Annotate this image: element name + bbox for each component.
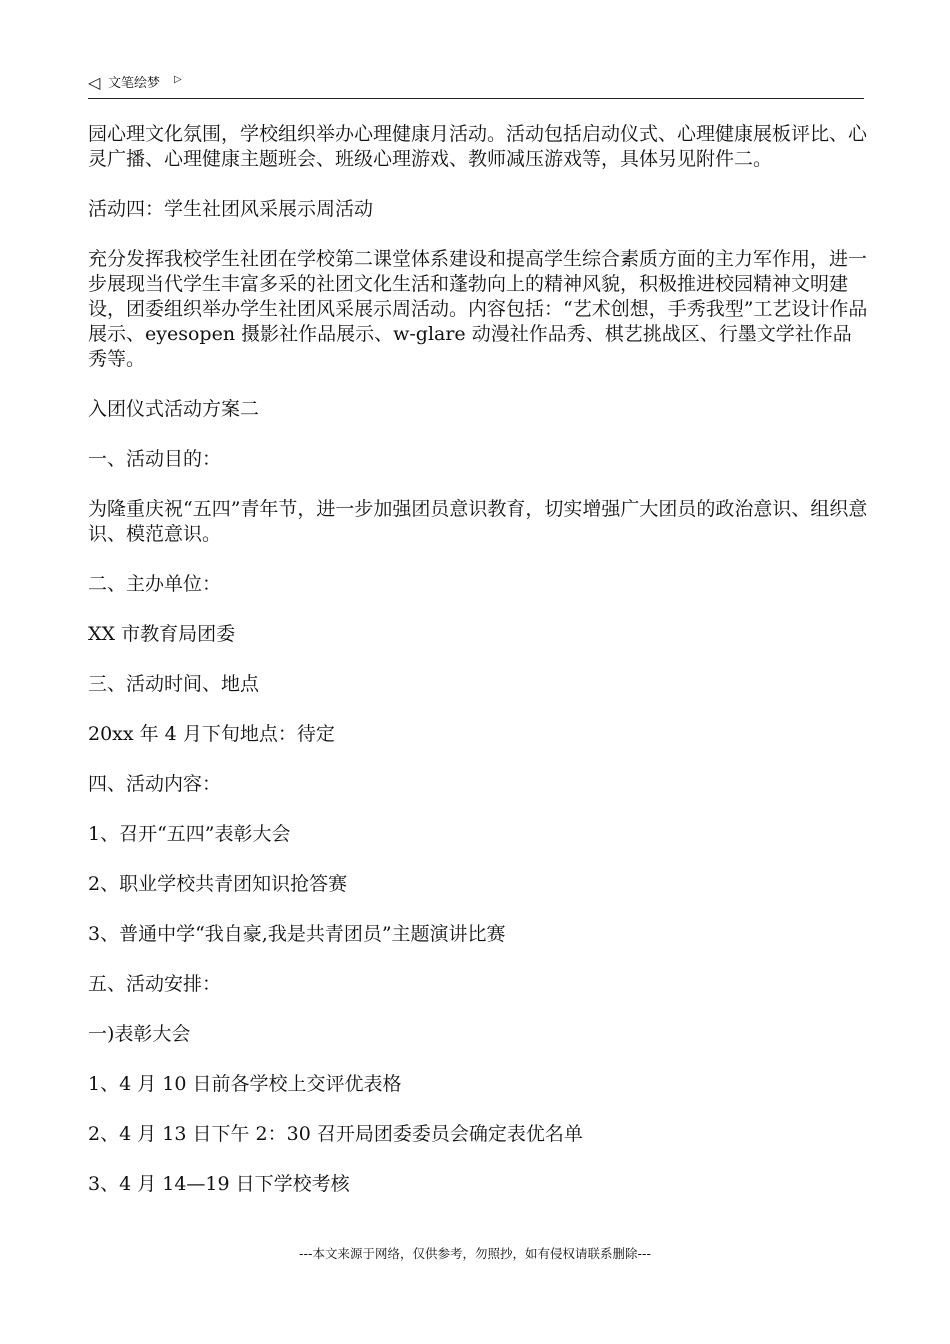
left-triangle-icon: ◁ (88, 73, 101, 92)
list-item-content-1: 1、召开“五四”表彰大会 (88, 823, 291, 845)
right-triangle-icon: ▷ (174, 74, 182, 85)
paragraph-activity-four: 充分发挥我校学生社团在学校第二课堂体系建设和提高学生综合素质方面的主力军作用，进一步展现当代学生丰富多采的社团文化生活和蓬勃向上的精神风貌，积极推进校园精神文明建设，团委组织举办学生社团风采展示周活动。内容包括：“艺术创想，手秀我型”工艺设计作品展示、eyesopen 摄影社作品展示、w-glare 动漫社作品秀、棋艺挑战区、行墨文学社作品秀等。 (88, 248, 868, 370)
heading-activity-four: 活动四：学生社团风采展示周活动 (88, 198, 374, 220)
paragraph-time-place: 20xx 年 4 月下旬地点：待定 (88, 723, 335, 745)
paragraph-purpose: 为隆重庆祝“五四”青年节，进一步加强团员意识教育，切实增强广大团员的政治意识、组织意识、模范意识。 (88, 498, 868, 545)
page-header (88, 72, 864, 99)
list-item-arrangement-2: 2、4 月 13 日下午 2：30 召开局团委委员会确定表优名单 (88, 1123, 583, 1145)
heading-organizer: 二、主办单位： (88, 573, 222, 595)
list-item-content-2: 2、职业学校共青团知识抢答赛 (88, 873, 348, 895)
heading-arrangement: 五、活动安排： (88, 973, 222, 995)
heading-plan-two: 入团仪式活动方案二 (88, 398, 260, 420)
paragraph-1: 园心理文化氛围，学校组织举办心理健康月活动。活动包括启动仪式、心理健康展板评比、心灵广播、心理健康主题班会、班级心理游戏、教师减压游戏等，具体另见附件二。 (88, 123, 868, 170)
page-footer: ---本文来源于网络，仅供参考，勿照抄，如有侵权请联系删除--- (298, 1246, 652, 1261)
document-body (88, 122, 868, 1197)
paragraph-organizer: XX 市教育局团委 (88, 623, 236, 645)
heading-time-place: 三、活动时间、地点 (88, 673, 260, 695)
list-item-arrangement-3: 3、4 月 14—19 日下学校考核 (88, 1173, 350, 1195)
subheading-awards-meeting: 一)表彰大会 (88, 1023, 191, 1045)
list-item-arrangement-1: 1、4 月 10 日前各学校上交评优表格 (88, 1073, 402, 1095)
heading-purpose: 一、活动目的： (88, 448, 222, 470)
list-item-content-3: 3、普通中学“我自豪,我是共青团员”主题演讲比赛 (88, 923, 506, 945)
header-brand: 文笔绘梦 (108, 76, 161, 91)
heading-content: 四、活动内容： (88, 773, 222, 795)
